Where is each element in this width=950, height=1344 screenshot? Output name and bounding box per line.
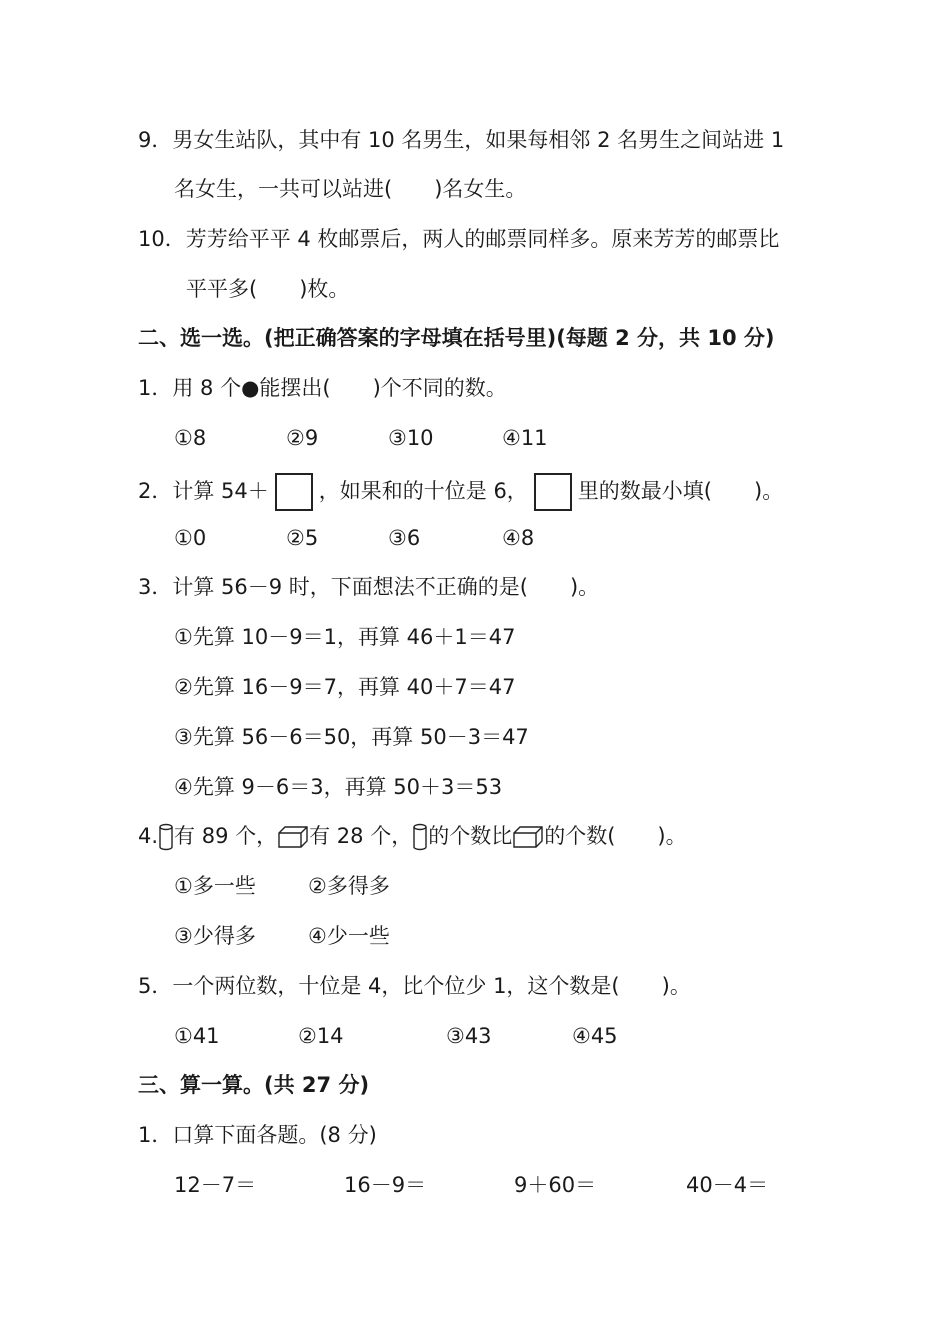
c3-option-1: ①先算 10－9＝1，再算 46＋1＝47 [174, 625, 516, 649]
c3-option-2: ②先算 16－9＝7，再算 40＋7＝47 [174, 675, 516, 699]
q9-line1: 9．男女生站队，其中有 10 名男生，如果每相邻 2 名男生之间站进 1 [138, 128, 785, 152]
calc-item-2: 16－9＝ [344, 1173, 427, 1197]
c2-stem [138, 473, 783, 511]
c4-p2: 有 28 个， [309, 824, 413, 848]
c2-option-1: ①0 [174, 526, 207, 550]
c1-option-2: ②9 [286, 426, 319, 450]
cylinder-icon [412, 823, 428, 851]
c4-p3: 的个数比 [428, 824, 513, 848]
c1-option-4: ④11 [502, 426, 548, 450]
c4-stem [138, 821, 687, 851]
c1-option-3: ③10 [388, 426, 434, 450]
cuboid-icon [512, 825, 544, 849]
c4-num: 4. [138, 824, 159, 848]
calc-item-3: 9＋60＝ [514, 1173, 597, 1197]
cylinder-icon [158, 823, 174, 851]
q9-line2: 名女生，一共可以站进( )名女生。 [174, 177, 527, 201]
c4-option-1: ①多一些 [174, 874, 256, 898]
c2-option-4: ④8 [502, 526, 535, 550]
calc-item-4: 40－4＝ [686, 1173, 769, 1197]
c4-p4: 的个数( )。 [544, 824, 687, 848]
section3-title: 三、算一算。(共 27 分) [138, 1073, 370, 1097]
c5-option-1: ①41 [174, 1024, 220, 1048]
q10-line1: 10．芳芳给平平 4 枚邮票后，两人的邮票同样多。原来芳芳的邮票比 [138, 227, 780, 251]
cuboid-icon [277, 825, 309, 849]
section2-title: 二、选一选。(把正确答案的字母填在括号里)(每题 2 分，共 10 分) [138, 326, 775, 350]
c3-option-3: ③先算 56－6＝50，再算 50－3＝47 [174, 725, 529, 749]
c4-option-2: ②多得多 [308, 874, 390, 898]
answer-box [275, 473, 313, 511]
c3-stem: 3．计算 56－9 时，下面想法不正确的是( )。 [138, 575, 600, 599]
c1-option-1: ①8 [174, 426, 207, 450]
c4-p1: 有 89 个， [174, 824, 278, 848]
c2-part2: ，如果和的十位是 6， [318, 479, 528, 503]
s3q1-stem: 1．口算下面各题。(8 分) [138, 1123, 377, 1147]
c3-option-4: ④先算 9－6＝3，再算 50＋3＝53 [174, 775, 503, 799]
c5-option-2: ②14 [298, 1024, 344, 1048]
c2-part1: 2．计算 54＋ [138, 479, 269, 503]
answer-box [534, 473, 572, 511]
c2-option-2: ②5 [286, 526, 319, 550]
c2-option-3: ③6 [388, 526, 421, 550]
c2-part3: 里的数最小填( )。 [577, 479, 784, 503]
c4-option-4: ④少一些 [308, 924, 390, 948]
c5-stem: 5．一个两位数，十位是 4，比个位少 1，这个数是( )。 [138, 974, 691, 998]
q10-line2: 平平多( )枚。 [186, 277, 350, 301]
c1-stem: 1．用 8 个●能摆出( )个不同的数。 [138, 376, 507, 400]
c4-option-3: ③少得多 [174, 924, 256, 948]
c5-option-4: ④45 [572, 1024, 618, 1048]
c5-option-3: ③43 [446, 1024, 492, 1048]
calc-item-1: 12－7＝ [174, 1173, 257, 1197]
